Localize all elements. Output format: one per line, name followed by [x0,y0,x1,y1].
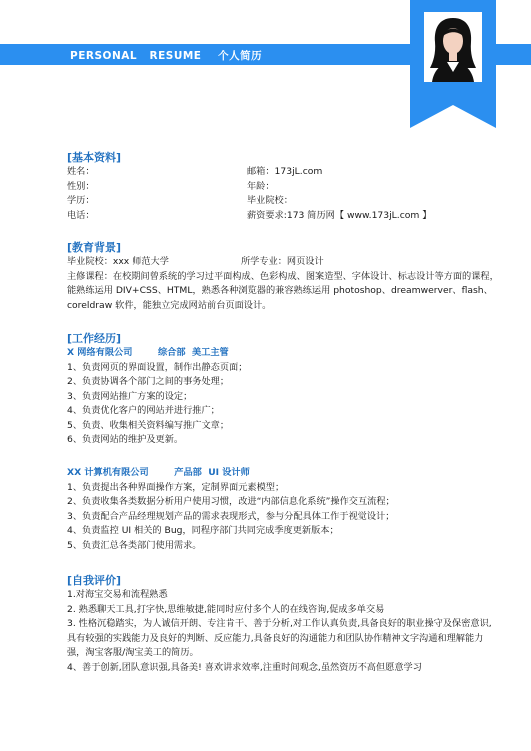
education-section [67,240,499,313]
work-title: [工作经历] [67,332,122,345]
self-eval-item: 4、善于创新,团队意识强,具备美! 喜欢讲求效率,注重时间观念,虽然资历不高但愿意学习 [67,661,422,673]
job-duty: 4、负责优化客户的网站并进行推广； [67,405,220,416]
job-duty: 1、负责提出各种界面操作方案，定制界面元素模型； [67,481,285,493]
basic-row-left: 电话： [67,209,95,221]
job-duty: 6、负责网站的维护及更新。 [67,434,184,445]
job-duty: 3、负责配合产品经理规划产品的需求表现形式，参与分配具体工作于视觉设计； [67,510,395,522]
work-section [67,331,487,448]
job-duty: 3、负责网站推广方案的设定； [67,390,193,402]
education-title: [教育背景] [67,241,122,254]
education-school: 毕业院校：xxx 师范大学 [67,256,169,267]
education-courses: 主修课程：在校期间曾系统的学习过平面构成、色彩构成、图案造型、字体设计、标志设计等方面的课程，能熟练运用 DIV+CSS、HTML，熟悉各种浏览器的兼容熟练运用 photoshop、dreamwerver、flash、coreldraw 软件，能独立完成网站前台页面设计。 [67,270,499,311]
basic-info-section [67,150,487,223]
basic-row-right: 毕业院校： [247,195,293,206]
basic-row-right: 薪资要求:173 简历网【 www.173jL.com 】 [247,209,432,221]
person-icon [424,12,482,82]
basic-row [67,194,487,209]
basic-row-left: 性别： [67,180,95,192]
self-eval-item: 2. 熟悉聊天工具,打字快,思维敏捷,能同时应付多个人的在线咨询,促成多单交易 [67,603,385,615]
job-duty: 1、负责网页的界面设置，制作出静态页面； [67,361,248,373]
self-eval-section [67,573,492,675]
basic-info-title: [基本资料] [67,151,122,164]
basic-row-left: 学历： [67,195,95,206]
avatar [424,12,482,82]
job-duty: 4、负责监控 UI 相关的 Bug，同程序部门共同完成季度更新版本； [67,525,339,536]
page-title: PERSONAL RESUME 个人简历 [70,50,263,62]
job-duty: 2、负责收集各类数据分析用户使用习惯，改进“内部信息化系统”操作交互流程； [67,496,395,507]
job-duty: 5、负责、收集相关资料编写推广文章； [67,419,230,431]
work-job-2 [67,466,487,553]
basic-row-right: 年龄： [247,180,275,192]
basic-row-right: 邮箱：173jL.com [247,166,323,177]
self-eval-title: [自我评价] [67,574,122,587]
basic-row-left: 姓名： [67,166,95,177]
education-school-row [67,255,487,270]
self-eval-item: 1.对海宝交易和流程熟悉 [67,589,168,600]
basic-row [67,165,487,180]
basic-row [67,209,487,224]
job-duty: 5、负责汇总各类部门使用需求。 [67,539,202,551]
job-company: XX 计算机有限公司 产品部 UI 设计师 [67,467,250,478]
job-company: X 网络有限公司 综合部 美工主管 [67,347,229,358]
education-major: 所学专业：网页设计 [241,256,324,267]
basic-row [67,180,487,195]
self-eval-item: 3. 性格沉稳踏实，为人诚信开朗、专注肯干、善于分析,对工作认真负责,具备良好的职业操守及保密意识,具有较强的实践能力及良好的判断、反应能力,具备良好的沟通能力和团队协作精神文字沟通和理解能力强，淘宝客服/淘宝美工的简历。 [67,618,492,658]
job-duty: 2、负责协调各个部门之间的事务处理； [67,376,230,387]
